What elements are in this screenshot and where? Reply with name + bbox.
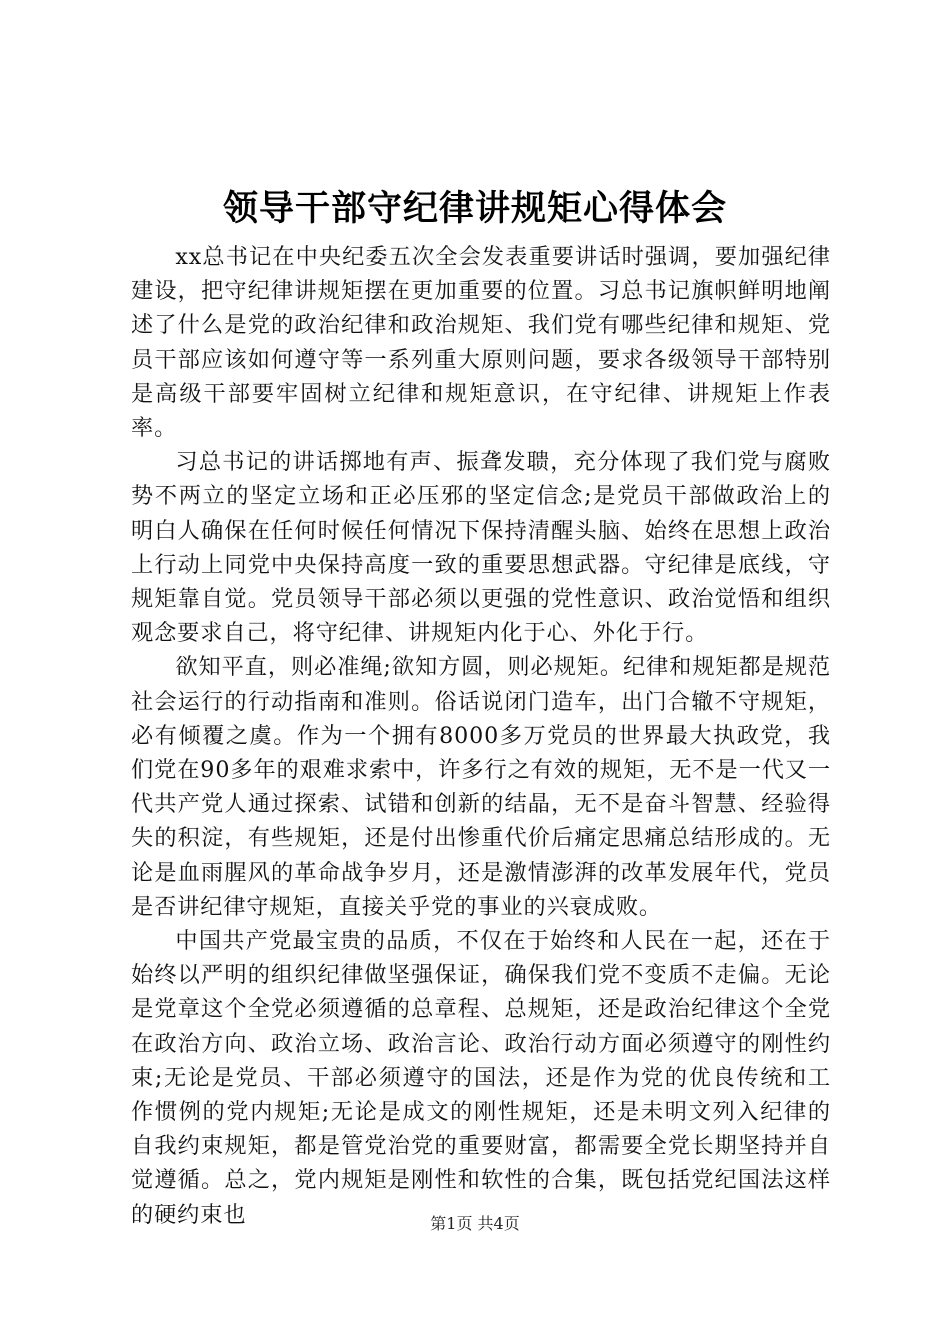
paragraph-4: 中国共产党最宝贵的品质，不仅在于始终和人民在一起，还在于始终以严明的组织纪律做坚强保证，确保我们党不变质不走偏。无论是党章这个全党必须遵循的总章程、总规矩，还是政治纪律这个全党在政治方向、政治立场、政治言论、政治行动方面必须遵守的刚性约束;无论是党员、干部必须遵守的国法，还是作为党的优良传统和工作惯例的党内规矩;无论是成文的刚性规矩，还是未明文列入纪律的自我约束规矩，都是管党治党的重要财富，都需要全党长期坚持并自觉遵循。总之，党内规矩是刚性和软性的合集，既包括党纪国法这样的硬约束也: [131, 928, 831, 1228]
page-number-footer: 第1页 共4页: [430, 1214, 520, 1233]
document-title: 领导干部守纪律讲规矩心得体会: [222, 188, 727, 229]
paragraph-2: 习总书记的讲话掷地有声、振聋发聩，充分体现了我们党与腐败势不两立的坚定立场和正必压邪的坚定信念;是党员干部做政治上的明白人确保在任何时候任何情况下保持清醒头脑、始终在思想上政治上行动上同党中央保持高度一致的重要思想武器。守纪律是底线，守规矩靠自觉。党员领导干部必须以更强的党性意识、政治觉悟和组织观念要求自己，将守纪律、讲规矩内化于心、外化于行。: [131, 449, 831, 647]
paragraph-1: xx总书记在中央纪委五次全会发表重要讲话时强调，要加强纪律建设，把守纪律讲规矩摆在更加重要的位置。习总书记旗帜鲜明地阐述了什么是党的政治纪律和政治规矩、我们党有哪些纪律和规矩、党员干部应该如何遵守等一系列重大原则问题，要求各级领导干部特别是高级干部要牢固树立纪律和规矩意识，在守纪律、讲规矩上作表率。: [131, 244, 831, 442]
paragraph-3: 欲知平直，则必准绳;欲知方圆，则必规矩。纪律和规矩都是规范社会运行的行动指南和准则。俗话说闭门造车，出门合辙不守规矩，必有倾覆之虞。作为一个拥有8000多万党员的世界最大执政党，我们党在90多年的艰难求索中，许多行之有效的规矩，无不是一代又一代共产党人通过探索、试错和创新的结晶，无不是奋斗智慧、经验得失的积淀，有些规矩，还是付出惨重代价后痛定思痛总结形成的。无论是血雨腥风的革命战争岁月，还是激情澎湃的改革发展年代，党员是否讲纪律守规矩，直接关乎党的事业的兴衰成败。: [131, 654, 831, 920]
document-body: [131, 240, 831, 1232]
